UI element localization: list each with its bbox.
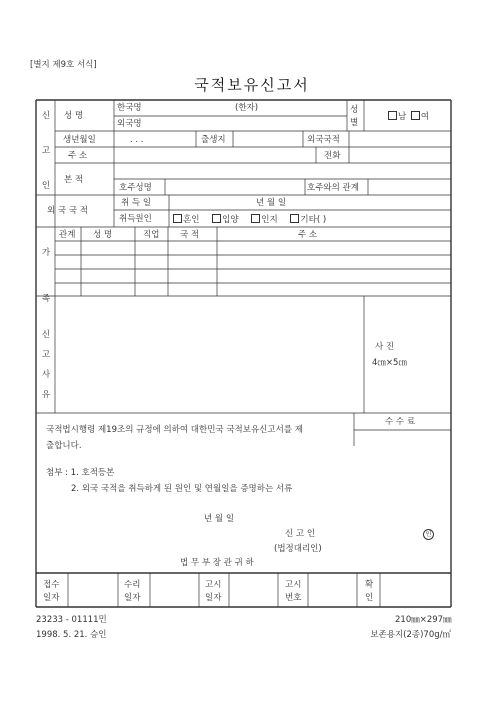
reason-options: [173, 214, 326, 225]
approval-date: 1998. 5. 21. 승인: [36, 630, 107, 640]
birth-date-label: 생년월일: [63, 135, 96, 145]
accepted-char-1: 수리: [124, 580, 141, 590]
other-label: 기타( ): [300, 215, 327, 225]
female-checkbox[interactable]: [411, 111, 420, 120]
family-section-label: [40, 230, 52, 322]
seal-mark: 인: [423, 529, 434, 540]
fee-label: 수 수 료: [385, 417, 416, 427]
confirm-char-1: 확: [365, 580, 374, 590]
marriage-label: 혼인: [183, 215, 200, 225]
recognition-label: 인지: [261, 215, 278, 225]
head-relation-label: 호주와의 관계: [307, 183, 359, 193]
gender-options: [388, 111, 429, 122]
attachment-1: 첨부 : 1. 호적등본: [46, 468, 115, 478]
reason-char-2: 고: [41, 350, 51, 360]
statement-date: 년 월 일: [204, 514, 235, 524]
other-checkbox[interactable]: [290, 214, 299, 223]
reporter-label: 신 고 인: [285, 529, 316, 539]
notice-date-char-2: 일자: [205, 593, 222, 603]
family-col-name: 성 명: [93, 230, 113, 240]
family-col-relation: 관계: [59, 230, 76, 240]
applicant-char-3: 인: [41, 181, 51, 191]
foreign-section-label: 외 국 국 적: [47, 206, 88, 216]
acquired-date-ymd: 년 월 일: [256, 198, 287, 208]
reason-char-3: 사: [41, 370, 51, 380]
recognition-checkbox[interactable]: [251, 214, 260, 223]
form-title: 국적보유신고서: [194, 76, 310, 94]
paper-type: 보존용지(2종)70g/㎡: [370, 630, 451, 640]
photo-label: 사 진: [375, 342, 395, 352]
acquired-date-label: 취 득 일: [121, 198, 152, 208]
applicant-char-1: 신: [41, 111, 51, 121]
family-char-1: 가: [41, 248, 51, 258]
statement-line-1: 국적법시행령 제19조의 규정에 의하여 대한민국 국적보유신고서를 제: [46, 425, 303, 435]
confirm-label: [365, 579, 373, 605]
marriage-checkbox[interactable]: [173, 214, 182, 223]
applicant-section-label: [40, 106, 52, 196]
reason-section-label: [40, 325, 52, 405]
form-label: [별지 제9호 서식]: [30, 60, 97, 70]
name-label: 성 명: [64, 111, 84, 121]
confirm-char-2: 인: [365, 593, 374, 603]
paper-size: 210㎜×297㎜: [395, 615, 452, 625]
notice-number-char-2: 번호: [285, 593, 302, 603]
gender-label: [350, 104, 358, 130]
hanja-label: (한자): [235, 103, 259, 113]
reason-char-1: 신: [41, 330, 51, 340]
received-date-label: [43, 579, 59, 605]
notice-date-char-1: 고시: [205, 580, 222, 590]
male-label: 남: [398, 112, 407, 122]
domicile-label: 본 적: [64, 175, 84, 185]
acquired-reason-label: 취득원인: [119, 214, 152, 224]
female-label: 여: [420, 112, 430, 122]
addressee-label: 법 무 부 장 관 귀 하: [180, 558, 254, 568]
reason-char-4: 유: [41, 390, 51, 400]
korean-name-label: 한국명: [117, 103, 142, 113]
gender-char-1: 성: [350, 105, 359, 115]
head-name-label: 호주성명: [119, 183, 152, 193]
birthplace-label: 출생지: [201, 135, 226, 145]
foreign-name-label: 외국명: [117, 119, 142, 129]
applicant-char-2: 고: [41, 146, 51, 156]
accepted-date-label: [124, 579, 140, 605]
accepted-char-2: 일자: [124, 593, 141, 603]
received-char-1: 접수: [43, 580, 60, 590]
agent-label: (법정대리인): [274, 544, 322, 554]
family-col-job: 직업: [143, 230, 160, 240]
notice-number-label: [285, 579, 301, 605]
address-label: 주 소: [68, 151, 88, 161]
gender-char-2: 별: [350, 118, 359, 128]
phone-label: 전화: [324, 151, 341, 161]
adoption-label: 입양: [222, 215, 239, 225]
photo-size-label: 4㎝×5㎝: [372, 358, 407, 368]
form-code: 23233 - 01111민: [36, 615, 107, 625]
male-checkbox[interactable]: [388, 111, 397, 120]
foreign-nationality-label: 외국국적: [307, 135, 340, 145]
attachment-2: 2. 외국 국적을 취득하게 된 원인 및 연월일을 증명하는 서류: [71, 484, 293, 494]
statement-line-2: 출합니다.: [46, 441, 82, 451]
family-col-address: 주 소: [298, 230, 318, 240]
notice-date-label: [205, 579, 221, 605]
received-char-2: 일자: [43, 593, 60, 603]
birth-date-dots: . . .: [130, 135, 144, 145]
notice-number-char-1: 고시: [285, 580, 302, 590]
family-char-2: 족: [41, 294, 51, 304]
family-col-nationality: 국 적: [180, 230, 200, 240]
adoption-checkbox[interactable]: [212, 214, 221, 223]
